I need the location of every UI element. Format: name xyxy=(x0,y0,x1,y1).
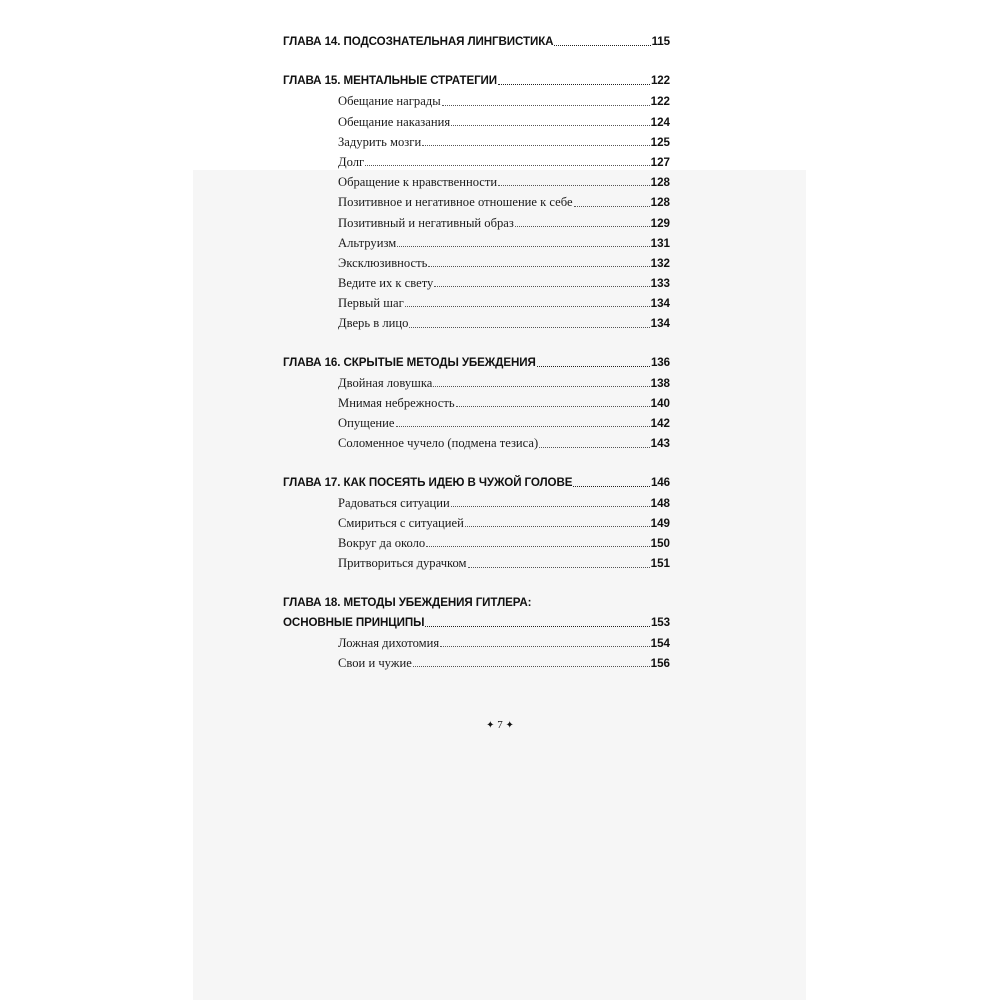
dot-leader xyxy=(428,265,649,267)
entry-label: Свои и чужие xyxy=(338,656,412,671)
chapter-title: ГЛАВА 15. МЕНТАЛЬНЫЕ СТРАТЕГИИ xyxy=(283,74,498,88)
dot-leader xyxy=(468,566,650,568)
dot-leader xyxy=(396,425,650,427)
entry-label: Дверь в лицо xyxy=(338,316,409,331)
entry-label: Обещание награды xyxy=(338,94,441,109)
entry-label: Альтруизм xyxy=(338,235,397,250)
chapter-heading xyxy=(283,473,670,493)
chapter-heading xyxy=(283,353,670,373)
toc-entry xyxy=(283,253,670,273)
dot-leader xyxy=(573,485,650,487)
entry-page-number: 138 xyxy=(650,376,670,390)
entry-page-number: 148 xyxy=(650,496,670,510)
entry-page-number: 125 xyxy=(650,135,670,149)
page-folio xyxy=(0,719,1000,731)
ornament-star-icon: ✦ xyxy=(505,720,514,731)
chapter-page-number: 146 xyxy=(650,475,670,489)
entry-page-number: 134 xyxy=(650,317,670,331)
entry-page-number: 132 xyxy=(650,256,670,270)
entry-label: Позитивный и негативный образ xyxy=(338,215,514,230)
entry-label: Первый шаг xyxy=(338,296,404,311)
entry-label: Притвориться дурачком xyxy=(338,556,467,571)
entry-page-number: 128 xyxy=(650,196,670,210)
toc-entry xyxy=(283,233,670,253)
toc-entry xyxy=(283,293,670,313)
chapter-14 xyxy=(283,32,670,52)
dot-leader xyxy=(365,164,649,166)
entry-page-number: 129 xyxy=(650,216,670,230)
dot-leader xyxy=(456,405,650,407)
dot-leader xyxy=(440,645,649,647)
toc-entry xyxy=(283,192,670,212)
dot-leader xyxy=(425,625,650,627)
chapter-heading xyxy=(283,613,670,633)
entry-label: Ведите их к свету xyxy=(338,276,434,291)
chapter-title-line1: ГЛАВА 18. МЕТОДЫ УБЕЖДЕНИЯ ГИТЛЕРА: xyxy=(283,595,532,609)
entry-page-number: 140 xyxy=(650,397,670,410)
entry-label: Смириться с ситуацией xyxy=(338,515,464,530)
chapter-page-number: 153 xyxy=(650,615,670,629)
toc-entry xyxy=(283,553,670,573)
toc-entry xyxy=(283,493,670,513)
dot-leader xyxy=(539,446,649,448)
chapter-heading xyxy=(283,32,670,52)
entry-page-number: 154 xyxy=(650,636,670,650)
dot-leader xyxy=(515,225,650,227)
chapter-page-number: 136 xyxy=(650,355,670,369)
chapter-title: ГЛАВА 16. СКРЫТЫЕ МЕТОДЫ УБЕЖДЕНИЯ xyxy=(283,355,536,369)
toc-entry xyxy=(283,373,670,393)
toc-entry xyxy=(283,413,670,433)
chapter-title: ГЛАВА 14. ПОДСОЗНАТЕЛЬНАЯ ЛИНГВИСТИКА xyxy=(283,35,554,48)
dot-leader xyxy=(451,124,650,126)
dot-leader xyxy=(498,184,650,186)
entry-page-number: 151 xyxy=(650,557,670,571)
entry-page-number: 133 xyxy=(650,277,670,291)
toc-entry xyxy=(283,433,670,453)
chapter-18 xyxy=(283,593,670,674)
table-of-contents xyxy=(283,32,670,692)
chapter-page-number: 122 xyxy=(650,74,670,88)
toc-entry xyxy=(283,273,670,293)
chapter-heading-line1 xyxy=(283,593,670,613)
toc-entry xyxy=(283,633,670,653)
dot-leader xyxy=(397,245,649,247)
entry-label: Двойная ловушка xyxy=(338,375,433,390)
dot-leader xyxy=(537,365,650,367)
chapter-title: ОСНОВНЫЕ ПРИНЦИПЫ xyxy=(283,615,425,629)
toc-entry xyxy=(283,513,670,533)
dot-leader xyxy=(405,305,650,307)
entry-label: Долг xyxy=(338,154,365,169)
dot-leader xyxy=(409,326,649,328)
toc-entry xyxy=(283,91,670,111)
toc-entry xyxy=(283,112,670,132)
dot-leader xyxy=(433,385,649,387)
dot-leader xyxy=(498,83,650,85)
entry-label: Обращение к нравственности xyxy=(338,175,498,190)
entry-label: Обещание наказания xyxy=(338,114,451,129)
entry-label: Радоваться ситуации xyxy=(338,495,450,510)
toc-entry xyxy=(283,313,670,333)
entry-page-number: 131 xyxy=(650,236,670,250)
dot-leader xyxy=(434,285,649,287)
entry-label: Позитивное и негативное отношение к себе xyxy=(338,195,573,210)
entry-label: Мнимая небрежность xyxy=(338,396,455,410)
toc-entry xyxy=(283,533,670,553)
entry-page-number: 122 xyxy=(650,95,670,109)
entry-label: Эксклюзивность xyxy=(338,255,428,270)
chapter-page-number: 115 xyxy=(651,35,670,48)
page-number: 7 xyxy=(497,719,503,731)
dot-leader xyxy=(451,505,650,507)
entry-page-number: 128 xyxy=(650,176,670,190)
toc-entry xyxy=(283,132,670,152)
entry-page-number: 149 xyxy=(650,516,670,530)
dot-leader xyxy=(413,665,650,667)
chapter-15 xyxy=(283,71,670,333)
entry-page-number: 127 xyxy=(650,155,670,169)
dot-leader xyxy=(426,545,649,547)
dot-leader xyxy=(554,44,650,46)
entry-page-number: 156 xyxy=(650,657,670,671)
toc-entry xyxy=(283,653,670,673)
dot-leader xyxy=(442,104,650,106)
entry-page-number: 124 xyxy=(650,115,670,129)
toc-entry xyxy=(283,172,670,192)
entry-label: Ложная дихотомия xyxy=(338,635,440,650)
chapter-16 xyxy=(283,353,670,454)
entry-page-number: 142 xyxy=(650,417,670,431)
toc-entry xyxy=(283,393,670,413)
toc-entry xyxy=(283,152,670,172)
ornament-star-icon: ✦ xyxy=(486,720,495,731)
entry-label: Задурить мозги xyxy=(338,134,422,149)
chapter-17 xyxy=(283,473,670,574)
chapter-heading xyxy=(283,71,670,91)
dot-leader xyxy=(465,525,650,527)
dot-leader xyxy=(574,205,650,207)
entry-label: Соломенное чучело (подмена тезиса) xyxy=(338,436,539,451)
entry-label: Вокруг да около xyxy=(338,536,426,551)
entry-page-number: 134 xyxy=(650,297,670,311)
entry-page-number: 143 xyxy=(650,437,670,451)
entry-page-number: 150 xyxy=(650,537,670,551)
entry-label: Опущение xyxy=(338,416,395,431)
toc-entry xyxy=(283,213,670,233)
dot-leader xyxy=(422,144,649,146)
chapter-title: ГЛАВА 17. КАК ПОСЕЯТЬ ИДЕЮ В ЧУЖОЙ ГОЛОВЕ xyxy=(283,475,573,489)
